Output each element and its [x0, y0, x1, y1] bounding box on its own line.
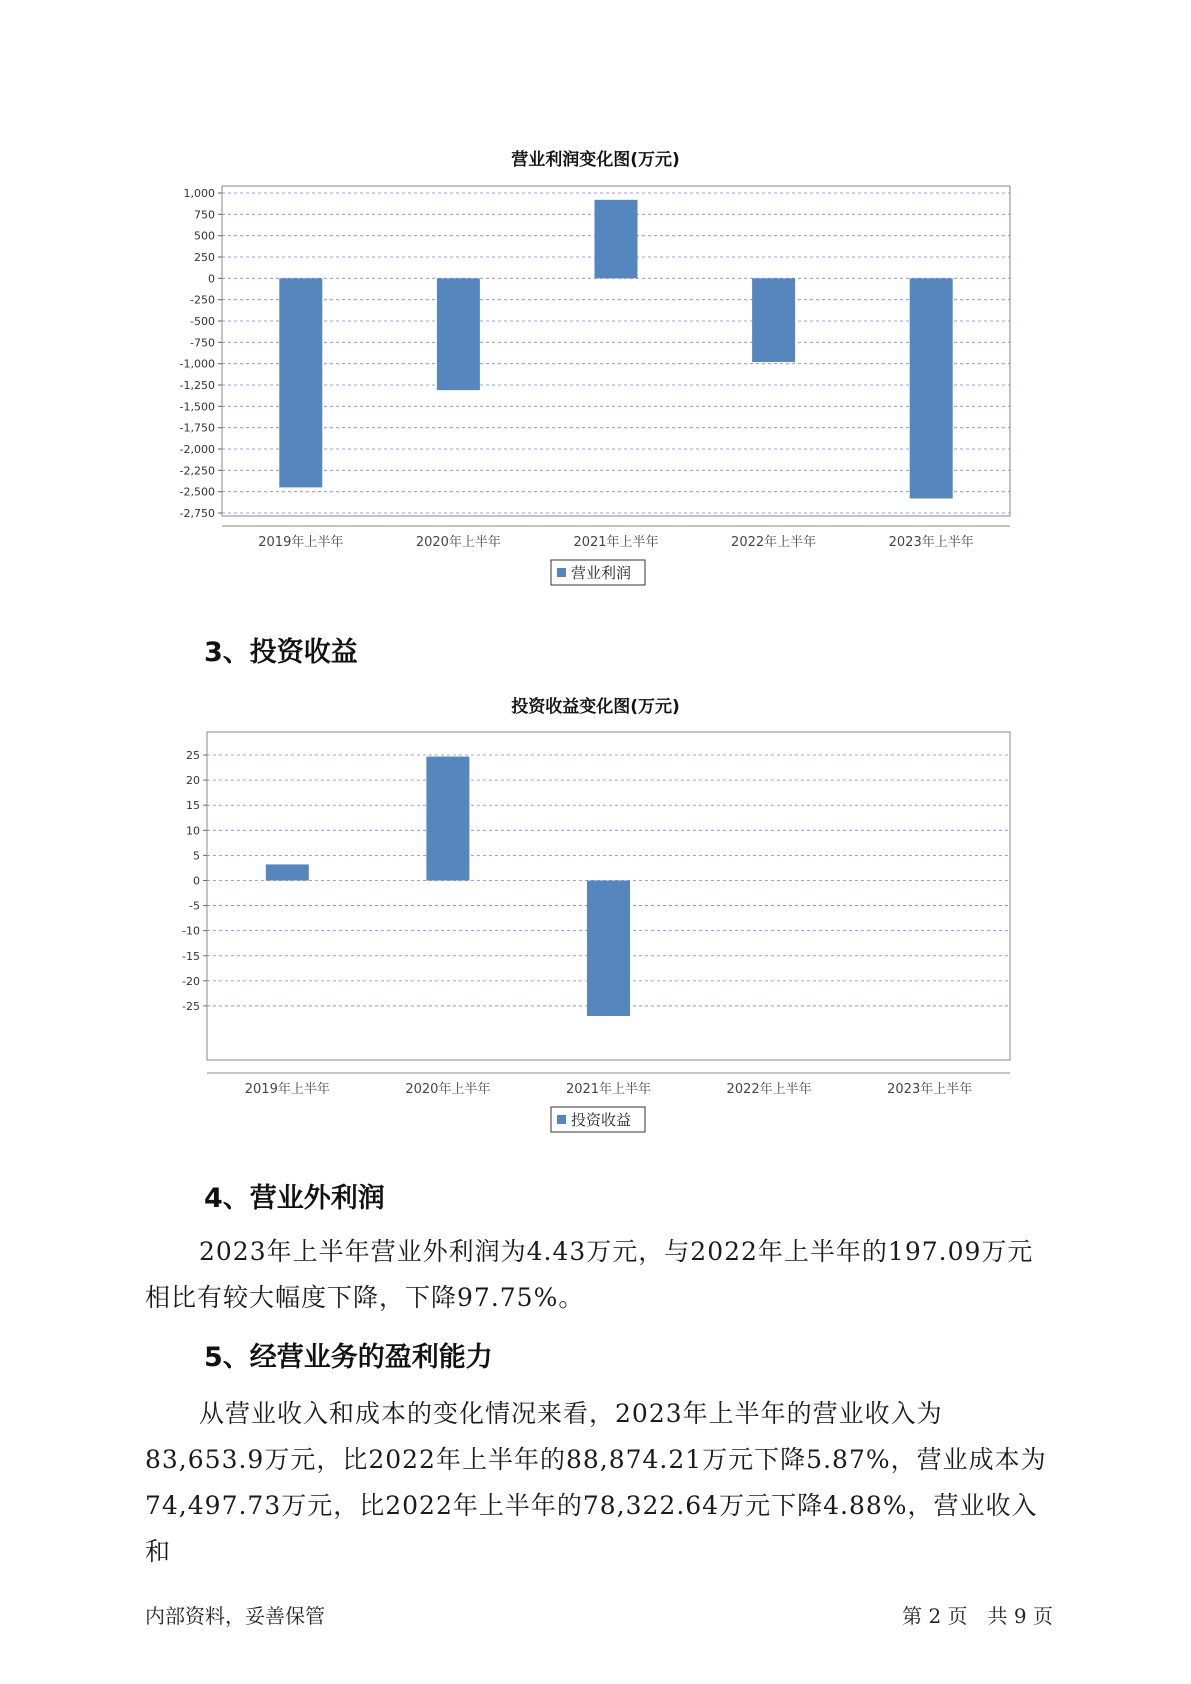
x-tick-label: 2019年上半年: [258, 535, 344, 550]
y-tick-label: -2,250: [179, 464, 215, 478]
y-tick-label: -25: [182, 999, 200, 1013]
x-tick-label: 2020年上半年: [415, 535, 501, 550]
y-tick-label: 0: [208, 272, 215, 286]
section-heading-nonoperating-profit: 4、营业外利润: [204, 1183, 385, 1214]
footer-page-number: 第 2 页 共 9 页: [902, 1604, 1053, 1628]
y-tick-label: 1,000: [183, 187, 215, 200]
x-tick-label: 2021年上半年: [565, 1082, 652, 1097]
y-tick-label: -1,250: [179, 379, 215, 392]
y-tick-label: -2,750: [179, 507, 215, 520]
section-heading-profitability: 5、经营业务的盈利能力: [204, 1342, 493, 1373]
y-tick-label: -10: [182, 924, 200, 938]
footer-confidential-note: 内部资料，妥善保管: [145, 1604, 325, 1628]
y-tick-label: -1,750: [179, 421, 215, 435]
legend-swatch: [557, 1115, 566, 1124]
y-tick-label: 10: [186, 824, 200, 838]
y-tick-label: -15: [182, 949, 200, 963]
chart-title-investment-income: 投资收益变化图(万元): [511, 697, 680, 717]
bar: [266, 864, 309, 880]
y-tick-label: -1,000: [179, 357, 215, 371]
x-tick-label: 2022年上半年: [726, 1082, 812, 1097]
y-tick-label: -750: [190, 336, 215, 350]
section-heading-investment: 3、投资收益: [204, 637, 358, 668]
paragraph-profitability: [145, 1391, 1050, 1575]
paragraph-line: 74,497.73万元，比2022年上半年的78,322.64万元下降4.88%，营业收入和: [145, 1491, 1038, 1566]
bar: [437, 278, 480, 390]
investment-income-chart: [0, 720, 1191, 1140]
legend-label: 投资收益: [571, 1111, 632, 1129]
x-tick-label: 2019年上半年: [244, 1082, 330, 1097]
y-tick-label: 15: [186, 799, 200, 813]
operating-profit-chart: [0, 170, 1191, 590]
y-tick-label: -2,000: [179, 443, 215, 456]
legend-swatch: [557, 568, 566, 577]
x-tick-label: 2021年上半年: [573, 535, 659, 550]
y-tick-label: 0: [193, 874, 200, 888]
y-tick-label: 20: [186, 774, 200, 788]
y-tick-label: 25: [186, 749, 200, 763]
legend-label: 营业利润: [571, 564, 632, 582]
chart-title-operating-profit: 营业利润变化图(万元): [511, 150, 680, 170]
y-tick-label: -1,500: [179, 400, 215, 414]
y-tick-label: 250: [194, 251, 215, 264]
y-tick-label: -500: [190, 315, 215, 328]
y-tick-label: -250: [190, 293, 215, 307]
y-tick-label: -2,500: [179, 485, 215, 499]
bar: [595, 200, 638, 279]
y-tick-label: -20: [182, 974, 200, 988]
bar: [587, 880, 630, 1015]
y-tick-label: 750: [194, 208, 215, 222]
paragraph-line: 相比有较大幅度下降，下降97.75%。: [145, 1283, 585, 1312]
paragraph-nonoperating-profit: [145, 1229, 1050, 1321]
x-tick-label: 2020年上半年: [405, 1082, 491, 1097]
paragraph-line: 2023年上半年营业外利润为4.43万元，与2022年上半年的197.09万元: [199, 1237, 1034, 1266]
bar: [426, 757, 469, 881]
y-tick-label: -5: [189, 899, 200, 913]
bar: [910, 278, 953, 498]
y-tick-label: 500: [194, 229, 215, 243]
x-tick-label: 2023年上半年: [887, 1082, 973, 1097]
bar: [279, 278, 322, 487]
x-tick-label: 2023年上半年: [888, 535, 974, 550]
bar: [752, 278, 795, 362]
paragraph-line: 从营业收入和成本的变化情况来看，2023年上半年的营业收入为: [199, 1399, 943, 1428]
paragraph-line: 83,653.9万元，比2022年上半年的88,874.21万元下降5.87%，营业成本为: [145, 1445, 1047, 1474]
x-tick-label: 2022年上半年: [731, 535, 817, 550]
y-tick-label: 5: [193, 849, 200, 863]
